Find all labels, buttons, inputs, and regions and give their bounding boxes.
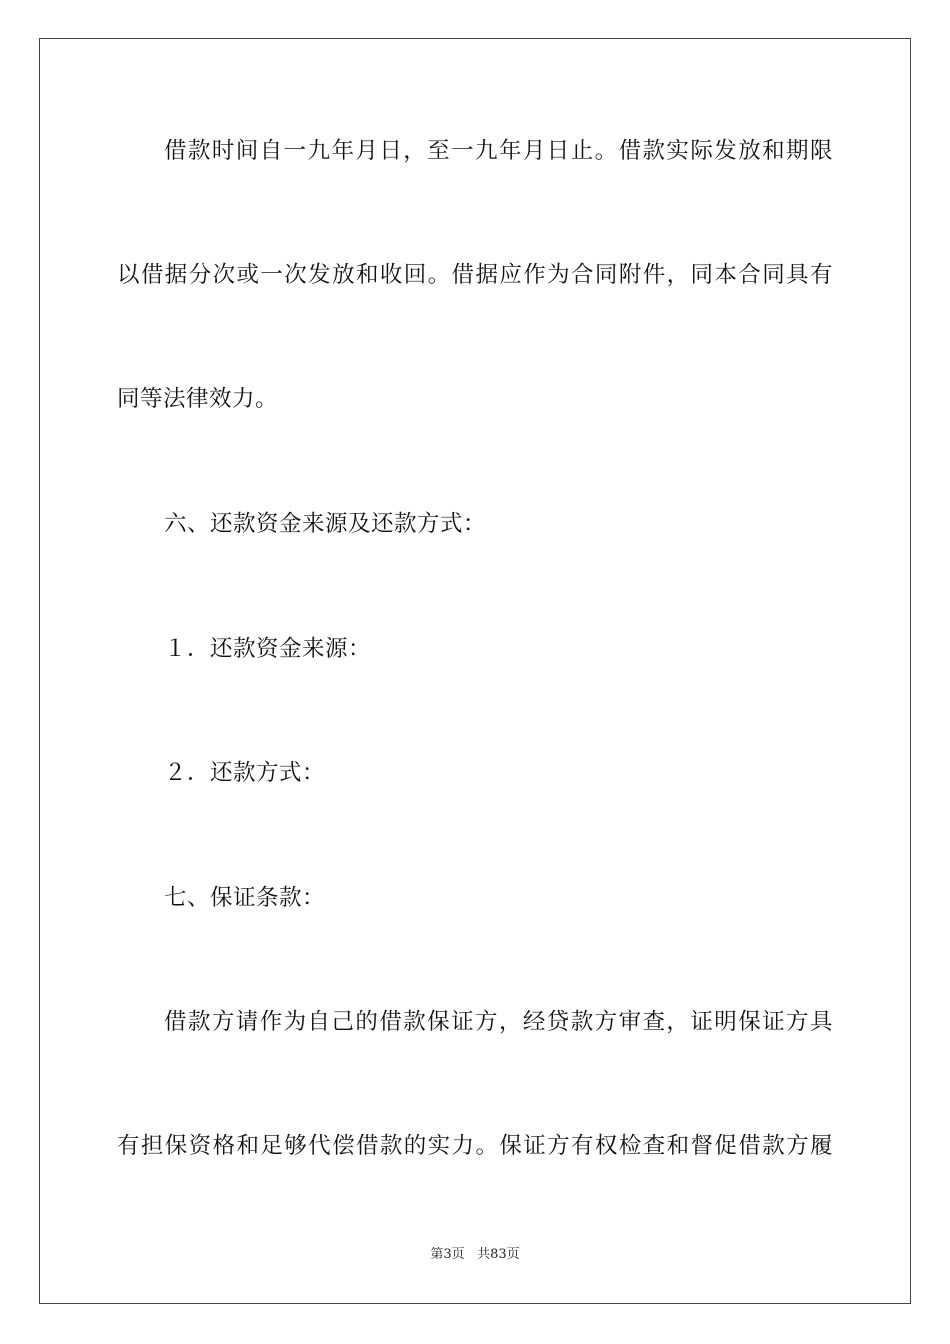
list-item: ２．还款方式： <box>164 760 326 786</box>
page-total: 共83页 <box>477 1247 520 1262</box>
paragraph-line: 借款方请作为自己的借款保证方，经贷款方审查，证明保证方具 <box>164 1009 833 1035</box>
page-footer <box>0 1246 950 1264</box>
paragraph-line: 以借据分次或一次发放和收回。借据应作为合同附件，同本合同具有 <box>117 262 833 288</box>
paragraph-line: 借款时间自一九年月日，至一九年月日止。借款实际发放和期限 <box>164 138 833 164</box>
section-heading: 六、还款资金来源及还款方式： <box>164 511 487 537</box>
page-number: 第3页 <box>430 1247 465 1262</box>
page-border <box>39 38 911 1304</box>
paragraph-line: 同等法律效力。 <box>117 386 279 412</box>
section-heading: 七、保证条款： <box>164 885 326 911</box>
paragraph-line: 有担保资格和足够代偿借款的实力。保证方有权检查和督促借款方履 <box>117 1133 833 1159</box>
list-item: １．还款资金来源： <box>164 636 372 662</box>
